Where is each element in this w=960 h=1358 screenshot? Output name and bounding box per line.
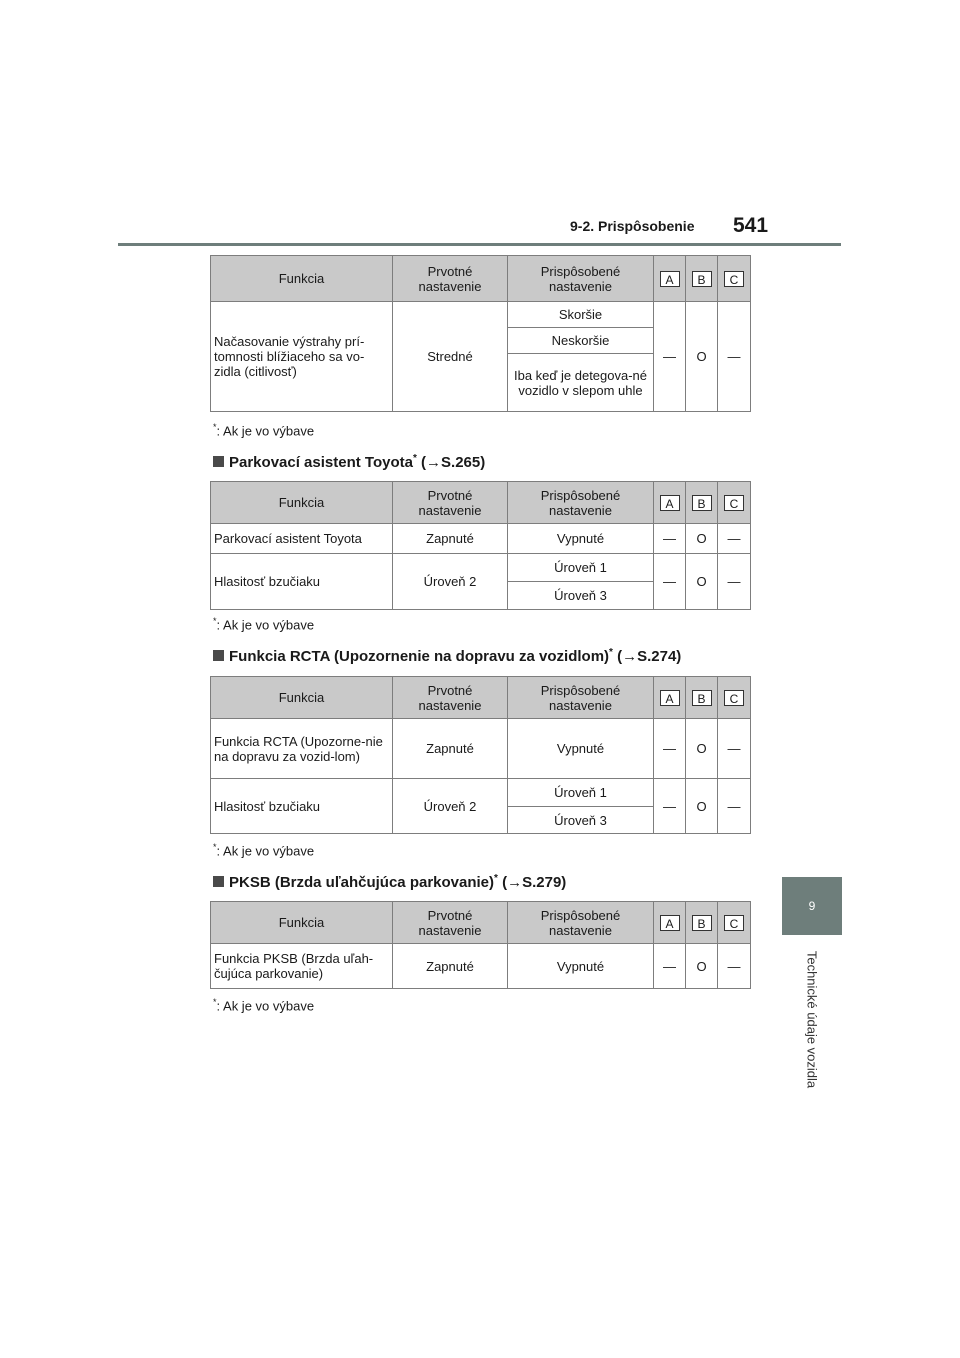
- header-rule: [118, 243, 841, 246]
- cell-initial: Úroveň 2: [393, 554, 508, 610]
- col-header-function: Funkcia: [211, 902, 393, 944]
- footnote: *: Ak je vo výbave: [213, 422, 315, 439]
- col-header-c: C: [718, 677, 751, 719]
- cell-c: —: [718, 524, 751, 554]
- cell-c: —: [718, 554, 751, 610]
- cell-custom: Vypnuté: [508, 524, 654, 554]
- cell-a: —: [654, 302, 686, 412]
- col-header-function: Funkcia: [211, 677, 393, 719]
- cell-option: Skoršie: [508, 302, 654, 328]
- col-header-a: A: [654, 902, 686, 944]
- col-header-initial: Prvotné nastavenie: [393, 677, 508, 719]
- header-section-title: 9-2. Prispôsobenie: [570, 218, 695, 234]
- settings-table-pksb: [210, 901, 751, 989]
- col-header-b: B: [686, 902, 718, 944]
- section-title-rcta: Funkcia RCTA (Upozornenie na dopravu za vozidlom)* (→S.274): [213, 647, 681, 665]
- section-bullet-icon: [213, 456, 224, 467]
- chapter-side-label: Technické údaje vozidla: [804, 950, 820, 1089]
- cell-initial: Zapnuté: [393, 944, 508, 989]
- cell-initial: Stredné: [393, 302, 508, 412]
- col-header-custom: Prispôsobené nastavenie: [508, 256, 654, 302]
- cell-option: Iba keď je detegova-né vozidlo v slepom uhle: [508, 354, 654, 412]
- settings-table-bsm: [210, 255, 751, 412]
- section-bullet-icon: [213, 650, 224, 661]
- cell-a: —: [654, 524, 686, 554]
- col-header-a: A: [654, 256, 686, 302]
- cell-function: Funkcia PKSB (Brzda uľah-čujúca parkovanie): [211, 944, 393, 989]
- cell-option: Úroveň 3: [508, 807, 654, 834]
- cell-b: O: [686, 719, 718, 779]
- cell-b: O: [686, 524, 718, 554]
- cell-function: Parkovací asistent Toyota: [211, 524, 393, 554]
- col-header-custom: Prispôsobené nastavenie: [508, 677, 654, 719]
- cell-c: —: [718, 719, 751, 779]
- footnote: *: Ak je vo výbave: [213, 842, 315, 859]
- col-header-function: Funkcia: [211, 256, 393, 302]
- cell-a: —: [654, 779, 686, 834]
- col-header-c: C: [718, 902, 751, 944]
- cell-b: O: [686, 554, 718, 610]
- cell-custom: Vypnuté: [508, 719, 654, 779]
- page-number: 541: [733, 214, 769, 237]
- footnote: *: Ak je vo výbave: [213, 997, 315, 1014]
- col-header-a: A: [654, 677, 686, 719]
- cell-c: —: [718, 944, 751, 989]
- cell-a: —: [654, 554, 686, 610]
- col-header-custom: Prispôsobené nastavenie: [508, 482, 654, 524]
- cell-initial: Zapnuté: [393, 719, 508, 779]
- section-bullet-icon: [213, 876, 224, 887]
- cell-option: Neskoršie: [508, 328, 654, 354]
- col-header-c: C: [718, 256, 751, 302]
- cell-b: O: [686, 302, 718, 412]
- cell-option: Úroveň 3: [508, 582, 654, 610]
- col-header-b: B: [686, 677, 718, 719]
- cell-c: —: [718, 779, 751, 834]
- cell-a: —: [654, 719, 686, 779]
- col-header-initial: Prvotné nastavenie: [393, 902, 508, 944]
- cell-function: Hlasitosť bzučiaku: [211, 554, 393, 610]
- cell-option: Úroveň 1: [508, 554, 654, 582]
- col-header-c: C: [718, 482, 751, 524]
- cell-initial: Úroveň 2: [393, 779, 508, 834]
- col-header-function: Funkcia: [211, 482, 393, 524]
- cell-option: Úroveň 1: [508, 779, 654, 807]
- col-header-initial: Prvotné nastavenie: [393, 256, 508, 302]
- col-header-custom: Prispôsobené nastavenie: [508, 902, 654, 944]
- cell-b: O: [686, 779, 718, 834]
- col-header-b: B: [686, 482, 718, 524]
- cell-function: Načasovanie výstrahy prí-tomnosti blížiaceho sa vo-zidla (citlivosť): [211, 302, 393, 412]
- chapter-tab[interactable]: 9: [782, 877, 842, 935]
- cell-custom: Vypnuté: [508, 944, 654, 989]
- col-header-b: B: [686, 256, 718, 302]
- col-header-initial: Prvotné nastavenie: [393, 482, 508, 524]
- footnote: *: Ak je vo výbave: [213, 616, 315, 633]
- section-title-pksb: PKSB (Brzda uľahčujúca parkovanie)* (→S.279): [213, 873, 566, 891]
- cell-b: O: [686, 944, 718, 989]
- settings-table-parking-assist: [210, 481, 751, 610]
- cell-initial: Zapnuté: [393, 524, 508, 554]
- settings-table-rcta: [210, 676, 751, 834]
- cell-function: Hlasitosť bzučiaku: [211, 779, 393, 834]
- col-header-a: A: [654, 482, 686, 524]
- cell-c: —: [718, 302, 751, 412]
- section-title-parking-assist: Parkovací asistent Toyota* (→S.265): [213, 453, 485, 471]
- cell-a: —: [654, 944, 686, 989]
- cell-function: Funkcia RCTA (Upozorne-nie na dopravu za vozid-lom): [211, 719, 393, 779]
